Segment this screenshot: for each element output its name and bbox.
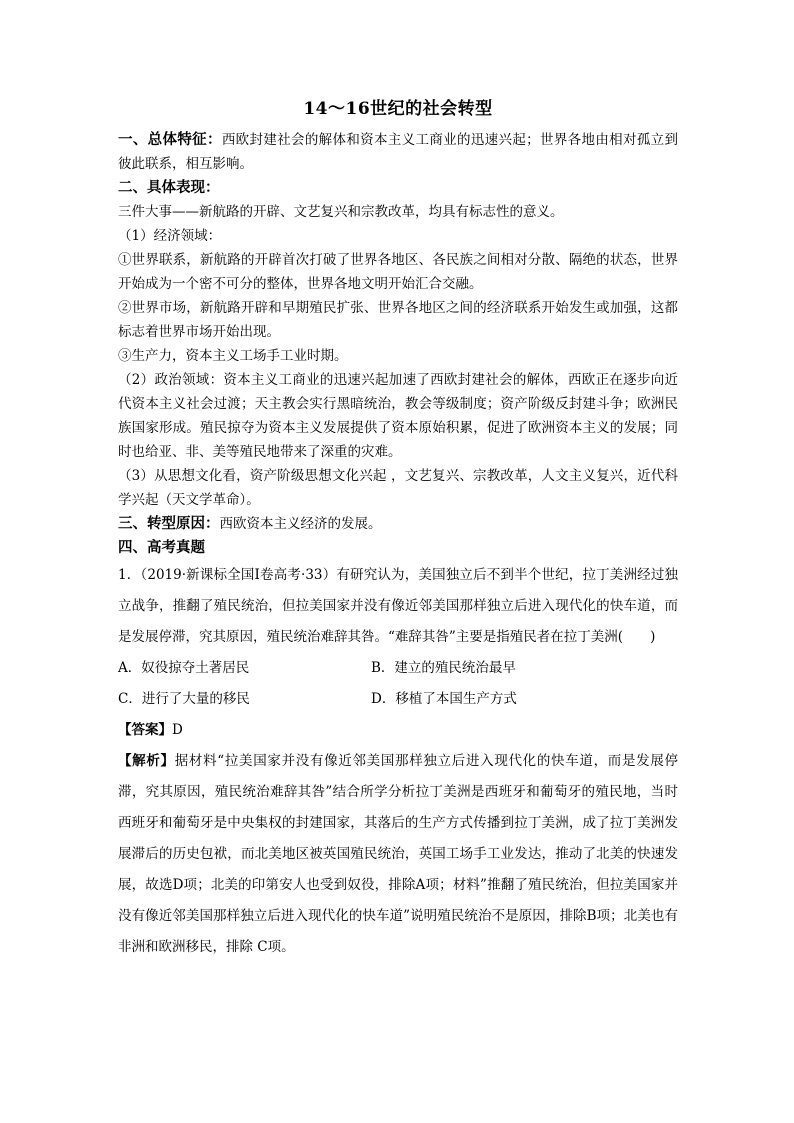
option-c: C．进行了大量的移民 (118, 691, 250, 707)
option-d: D．移植了本国生产方式 (371, 691, 517, 707)
page-title: 14～16世纪的社会转型 (303, 99, 493, 119)
section-reason (118, 512, 678, 536)
paragraph: ③生产力，资本主义工场手工业时期。 (118, 348, 348, 364)
section-heading: 二、具体表现： (118, 179, 220, 196)
section-text: 西欧封建社会的解体和资本主义工商业的迅速兴起；世界各地由相对孤立到彼此联系，相互影响。 (118, 132, 679, 172)
section-text: 西欧资本主义经济的发展。 (219, 516, 382, 532)
analysis-label: 【解析】 (118, 753, 175, 769)
question-stem: 1．（2019·新课标全国Ⅰ卷高考·33）有研究认为，美国独立后不到半个世纪，拉丁美洲经过独立战争，推翻了殖民统治，但拉美国家并没有像近邻美国那样独立后进入现代化的快车道，而是发展停滞，究其原因，殖民统治难辞其咎。“难辞其咎”主要是指殖民者在拉丁美洲( ) (118, 567, 678, 645)
analysis-text: 据材料“拉美国家并没有像近邻美国那样独立后进入现代化的快车道，而是发展停滞，究其原因，殖民统治难辞其咎”结合所学分析拉丁美洲是西班牙和葡萄牙的殖民地，当时西班牙和葡萄牙是中央集权的封建国家，其落后的生产方式传播到拉丁美洲，成了拉丁美洲发展滞后的历史包袱，而北美地区被英国殖民统治，英国工场手工业发达，推动了北美的快速发展，故选D项；北美的印第安人也受到奴役，排除A项；材料”推翻了殖民统治，但拉美国家并没有像近邻美国那样独立后进入现代化的快车道”说明殖民统治不是原因，排除B项；北美也有非洲和欧洲移民，排除 C项。 (118, 753, 679, 955)
option-a: A．奴役掠夺土著居民 (118, 660, 250, 676)
option-b: B．建立的殖民统治最早 (371, 660, 516, 676)
analysis (118, 746, 678, 963)
question (118, 560, 678, 653)
section-heading: 一、总体特征： (118, 131, 222, 148)
answer-value: D (172, 722, 183, 738)
section-overall (118, 128, 678, 176)
answer-block (118, 715, 678, 963)
paragraph: 三件大事——新航路的开辟、文艺复兴和宗教改革，均具有标志性的意义。 (118, 204, 564, 220)
section-heading: 三、转型原因： (118, 515, 220, 532)
answer-label: 【答案】 (118, 722, 172, 738)
section-heading: 四、高考真题 (118, 539, 205, 556)
paragraph: （1）经济领域： (118, 228, 222, 244)
paragraph: （2）政治领域：资本主义工商业的迅速兴起加速了西欧封建社会的解体，西欧正在逐步向近代资本主义社会过渡；天主教会实行黑暗统治，教会等级制度；资产阶级反封建斗争；欧洲民族国家形成。殖民掠夺为资本主义发展提供了资本原始积累，促进了欧洲资本主义的发展；同时也给亚、非、美等殖民地带来了深重的灾难。 (118, 372, 678, 460)
answer-line (118, 715, 678, 746)
document-page (118, 94, 678, 963)
paragraph: ②世界市场，新航路开辟和早期殖民扩张、世界各地区之间的经济联系开始发生或加强，这都标志着世界市场开始出现。 (118, 300, 678, 340)
paragraph: （3）从思想文化看，资产阶级思想文化兴起 ，文艺复兴、宗教改革，人文主义复兴，近代科学兴起（天文学革命）。 (118, 468, 678, 508)
paragraph: ①世界联系，新航路的开辟首次打破了世界各地区、各民族之间相对分散、隔绝的状态，世界开始成为一个密不可分的整体，世界各地文明开始汇合交融。 (118, 252, 678, 292)
question-options (118, 653, 678, 715)
